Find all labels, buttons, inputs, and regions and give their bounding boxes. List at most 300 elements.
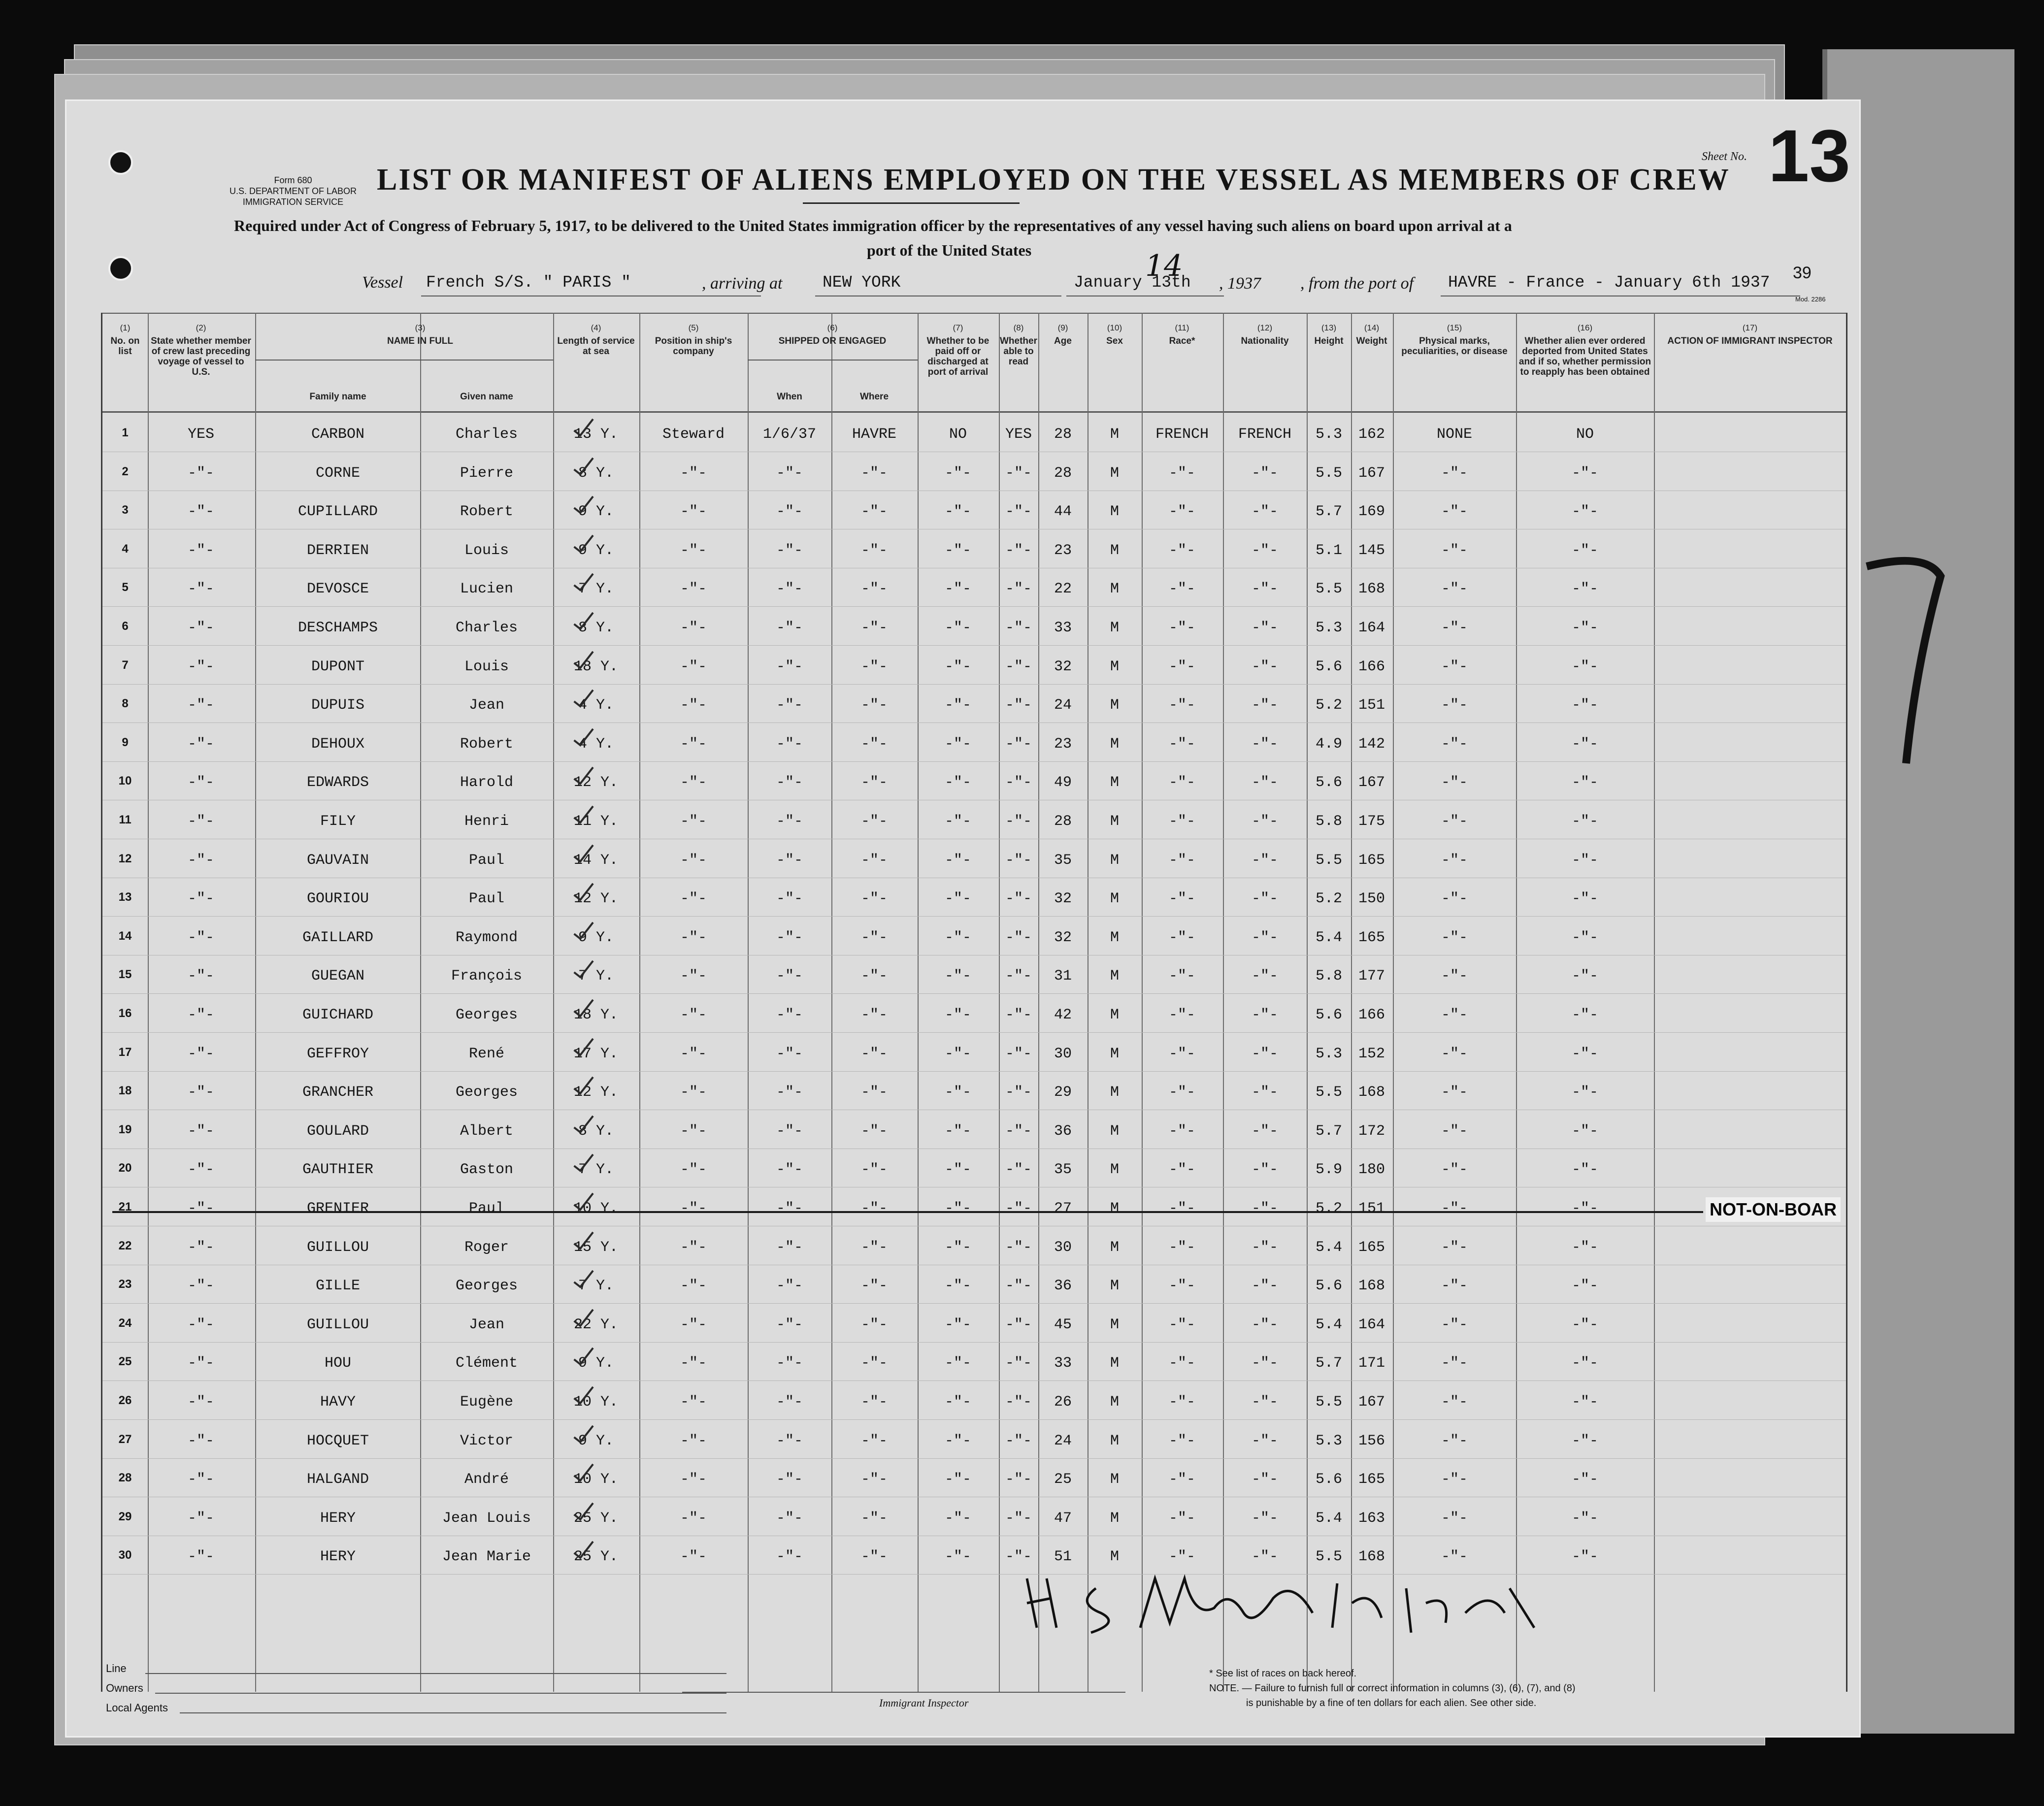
cell-read: -"-	[1005, 1394, 1032, 1411]
cell-given: Raymond	[455, 929, 518, 946]
local-agents-label: Local Agents	[106, 1702, 168, 1714]
cell-marks: -"-	[1441, 929, 1468, 946]
column-number: (15)	[1447, 323, 1462, 332]
cell-no: 22	[118, 1239, 132, 1252]
cell-weight: 171	[1358, 1355, 1385, 1372]
cell-prev: -"-	[187, 1161, 214, 1179]
column-number: (9)	[1057, 323, 1068, 332]
cell-given: André	[464, 1471, 509, 1488]
cell-prev: -"-	[187, 503, 214, 521]
cell-given: Jean Marie	[442, 1548, 531, 1566]
column-label: Physical marks, peculiarities, or disease	[1401, 336, 1508, 357]
cell-given: Paul	[468, 852, 504, 869]
cell-marks: -"-	[1441, 968, 1468, 985]
cell-position: -"-	[680, 658, 707, 675]
cell-race: -"-	[1168, 813, 1195, 830]
cell-weight: 151	[1358, 1200, 1385, 1217]
column-label: Age	[1054, 336, 1072, 346]
cell-height: 5.2	[1315, 1200, 1342, 1217]
cell-no: 26	[118, 1394, 132, 1407]
cell-race: -"-	[1168, 581, 1195, 598]
cell-read: -"-	[1005, 542, 1032, 559]
cell-age: 28	[1054, 426, 1072, 443]
cell-age: 36	[1054, 1278, 1072, 1295]
cell-marks: -"-	[1441, 1122, 1468, 1140]
cell-sex: M	[1110, 426, 1119, 443]
cell-family: CUPILLARD	[297, 503, 378, 521]
cell-deported: -"-	[1571, 1007, 1598, 1023]
cell-marks: -"-	[1441, 813, 1468, 830]
cell-race: FRENCH	[1155, 426, 1209, 443]
cell-age: 22	[1054, 581, 1072, 598]
cell-family: GUICHARD	[302, 1007, 374, 1023]
column-header	[1089, 323, 1140, 346]
cell-service: 7 Y.	[578, 581, 614, 598]
cell-nationality: -"-	[1251, 1045, 1278, 1062]
cell-weight: 169	[1358, 503, 1385, 521]
cell-sex: M	[1110, 1548, 1119, 1566]
row-rule	[102, 1071, 1846, 1072]
cell-sex: M	[1110, 1084, 1119, 1101]
cell-family: GUILLOU	[306, 1239, 369, 1256]
cell-age: 32	[1054, 890, 1072, 908]
cell-read: -"-	[1005, 1239, 1032, 1256]
cell-weight: 162	[1358, 426, 1385, 443]
cell-race: -"-	[1168, 1045, 1195, 1062]
cell-sex: M	[1110, 1122, 1119, 1140]
cell-given: Roger	[464, 1239, 509, 1256]
column-number: (10)	[1107, 323, 1122, 332]
cell-paid-off: -"-	[944, 852, 971, 869]
cell-prev: -"-	[187, 890, 214, 908]
arrival-port: NEW YORK	[823, 273, 901, 292]
cell-nationality: -"-	[1251, 464, 1278, 482]
row-rule	[102, 1342, 1846, 1343]
cell-sex: M	[1110, 852, 1119, 869]
cell-sex: M	[1110, 1045, 1119, 1062]
cell-nationality: -"-	[1251, 1548, 1278, 1566]
cell-given: Paul	[468, 1200, 504, 1217]
cell-height: 5.3	[1315, 426, 1342, 443]
cell-sex: M	[1110, 813, 1119, 830]
cell-race: -"-	[1168, 1548, 1195, 1566]
cell-given: Louis	[464, 658, 509, 675]
inspector-rule	[682, 1692, 1125, 1693]
cell-when: -"-	[776, 1007, 803, 1023]
cell-weight: 166	[1358, 1007, 1385, 1023]
cell-read: -"-	[1005, 1007, 1032, 1023]
cell-age: 23	[1054, 735, 1072, 753]
line-rule	[145, 1673, 726, 1674]
cell-weight: 175	[1358, 813, 1385, 830]
cell-when: 1/6/37	[762, 426, 817, 443]
cell-deported: NO	[1576, 426, 1594, 443]
cell-prev: -"-	[187, 1122, 214, 1140]
cell-weight: 172	[1358, 1122, 1385, 1140]
cell-when: -"-	[776, 658, 803, 675]
cell-given: Jean Louis	[442, 1510, 531, 1527]
row-rule	[102, 1303, 1846, 1304]
cell-nationality: -"-	[1251, 929, 1278, 946]
cell-marks: -"-	[1441, 1471, 1468, 1488]
column-header	[1307, 323, 1351, 346]
cell-age: 36	[1054, 1122, 1072, 1140]
cell-height: 5.5	[1315, 581, 1342, 598]
cell-nationality: -"-	[1251, 697, 1278, 714]
cell-no: 15	[118, 968, 132, 982]
cell-position: -"-	[680, 1007, 707, 1023]
cell-weight: 151	[1358, 697, 1385, 714]
cell-where: -"-	[860, 1394, 888, 1411]
cell-service: 18 Y.	[573, 1007, 618, 1023]
cell-no: 23	[118, 1278, 132, 1291]
cell-deported: -"-	[1571, 1161, 1598, 1179]
cell-weight: 164	[1358, 1316, 1385, 1333]
cell-deported: -"-	[1571, 735, 1598, 753]
cell-service: 12 Y.	[573, 890, 618, 908]
not-on-board-stamp: NOT-ON-BOAR	[1706, 1197, 1841, 1222]
cell-family: GEFFROY	[306, 1045, 369, 1062]
cell-race: -"-	[1168, 774, 1195, 791]
cell-deported: -"-	[1571, 464, 1598, 482]
cell-when: -"-	[776, 1161, 803, 1179]
cell-when: -"-	[776, 581, 803, 598]
cell-no: 21	[118, 1200, 132, 1214]
cell-given: René	[468, 1045, 504, 1062]
cell-service: 17 Y.	[573, 1045, 618, 1062]
cell-deported: -"-	[1571, 1471, 1598, 1488]
cell-read: -"-	[1005, 581, 1032, 598]
cell-service: 4 Y.	[578, 697, 614, 714]
cell-race: -"-	[1168, 1007, 1195, 1023]
cell-family: GRANCHER	[302, 1084, 374, 1101]
cell-marks: -"-	[1441, 735, 1468, 753]
cell-paid-off: -"-	[944, 1239, 971, 1256]
cell-age: 30	[1054, 1239, 1072, 1256]
cell-read: -"-	[1005, 464, 1032, 482]
cell-family: GRENIER	[306, 1200, 369, 1217]
cell-position: -"-	[680, 1084, 707, 1101]
cell-age: 25	[1054, 1471, 1072, 1488]
cell-given: Louis	[464, 542, 509, 559]
column-label: NAME IN FULL	[387, 336, 454, 346]
cell-position: -"-	[680, 581, 707, 598]
cell-no: 17	[118, 1045, 132, 1059]
cell-sex: M	[1110, 1510, 1119, 1527]
cell-service: 10 Y.	[573, 1200, 618, 1217]
cell-prev: -"-	[187, 697, 214, 714]
cell-deported: -"-	[1571, 697, 1598, 714]
cell-when: -"-	[776, 813, 803, 830]
cell-age: 47	[1054, 1510, 1072, 1527]
cell-where: -"-	[860, 1200, 888, 1217]
cell-position: -"-	[680, 1510, 707, 1527]
cell-given: François	[451, 968, 523, 985]
cell-weight: 168	[1358, 581, 1385, 598]
cell-age: 33	[1054, 1355, 1072, 1372]
cell-nationality: -"-	[1251, 620, 1278, 636]
cell-family: DEVOSCE	[306, 581, 369, 598]
cell-marks: -"-	[1441, 1394, 1468, 1411]
cell-nationality: -"-	[1251, 1355, 1278, 1372]
cell-age: 28	[1054, 813, 1072, 830]
cell-race: -"-	[1168, 929, 1195, 946]
cell-nationality: -"-	[1251, 813, 1278, 830]
title-underline	[803, 202, 1020, 204]
cell-when: -"-	[776, 1084, 803, 1101]
cell-deported: -"-	[1571, 852, 1598, 869]
cell-height: 5.6	[1315, 774, 1342, 791]
cell-height: 5.7	[1315, 503, 1342, 521]
cell-when: -"-	[776, 929, 803, 946]
column-header	[1394, 323, 1515, 357]
cell-deported: -"-	[1571, 1122, 1598, 1140]
cell-given: Henri	[464, 813, 509, 830]
cell-prev: -"-	[187, 1007, 214, 1023]
cell-age: 24	[1054, 697, 1072, 714]
cell-position: -"-	[680, 968, 707, 985]
cell-sex: M	[1110, 1007, 1119, 1023]
cell-height: 5.7	[1315, 1122, 1342, 1140]
column-number: (12)	[1257, 323, 1273, 332]
cell-paid-off: -"-	[944, 1122, 971, 1140]
cell-race: -"-	[1168, 1200, 1195, 1217]
cell-position: -"-	[680, 774, 707, 791]
column-label: Whether able to read	[1000, 336, 1037, 367]
cell-prev: -"-	[187, 1045, 214, 1062]
owners-label: Owners	[106, 1682, 143, 1694]
cell-position: -"-	[680, 697, 707, 714]
cell-paid-off: -"-	[944, 890, 971, 908]
cell-family: GAILLARD	[302, 929, 374, 946]
cell-paid-off: -"-	[944, 735, 971, 753]
column-header	[1518, 323, 1651, 377]
cell-race: -"-	[1168, 697, 1195, 714]
cell-weight: 168	[1358, 1278, 1385, 1295]
cell-paid-off: -"-	[944, 1355, 971, 1372]
cell-family: GAUTHIER	[302, 1161, 374, 1179]
page-title: LIST OR MANIFEST OF ALIENS EMPLOYED ON THE VESSEL AS MEMBERS OF CREW	[377, 163, 1730, 197]
cell-where: -"-	[860, 1239, 888, 1256]
cell-when: -"-	[776, 890, 803, 908]
cell-service: 18 Y.	[573, 658, 618, 675]
cell-height: 5.9	[1315, 1161, 1342, 1179]
column-header	[1039, 323, 1087, 346]
cell-weight: 152	[1358, 1045, 1385, 1062]
cell-position: -"-	[680, 1548, 707, 1566]
cell-read: -"-	[1005, 620, 1032, 636]
cell-where: -"-	[860, 697, 888, 714]
cell-height: 5.5	[1315, 852, 1342, 869]
cell-position: -"-	[680, 1278, 707, 1295]
cell-read: -"-	[1005, 1548, 1032, 1566]
cell-age: 30	[1054, 1045, 1072, 1062]
cell-paid-off: -"-	[944, 1007, 971, 1023]
table-top-rule	[102, 313, 1846, 314]
cell-race: -"-	[1168, 1432, 1195, 1449]
cell-age: 35	[1054, 852, 1072, 869]
cell-deported: -"-	[1571, 1355, 1598, 1372]
row-rule	[102, 1419, 1846, 1420]
cell-where: -"-	[860, 1316, 888, 1333]
cell-deported: -"-	[1571, 503, 1598, 521]
cell-given: Jean	[468, 697, 504, 714]
sheet-label: Sheet No.	[1702, 150, 1747, 163]
cell-sex: M	[1110, 1200, 1119, 1217]
cell-age: 32	[1054, 929, 1072, 946]
cell-when: -"-	[776, 542, 803, 559]
cell-family: DERRIEN	[306, 542, 369, 559]
cell-height: 5.5	[1315, 464, 1342, 482]
cell-position: -"-	[680, 542, 707, 559]
cell-service: 10 Y.	[573, 1394, 618, 1411]
cell-marks: -"-	[1441, 1239, 1468, 1256]
cell-age: 27	[1054, 1200, 1072, 1217]
cell-weight: 145	[1358, 542, 1385, 559]
cell-deported: -"-	[1571, 1548, 1598, 1566]
cell-deported: -"-	[1571, 1045, 1598, 1062]
cell-family: DESCHAMPS	[297, 620, 378, 636]
cell-paid-off: -"-	[944, 1548, 971, 1566]
cell-when: -"-	[776, 697, 803, 714]
cell-given: Eugène	[460, 1394, 514, 1411]
column-header	[1000, 323, 1037, 367]
penalty-note-line-2: is punishable by a fine of ten dollars for each alien. See other side.	[1246, 1698, 1537, 1708]
cell-family: HAVY	[320, 1394, 356, 1411]
cell-service: 15 Y.	[573, 1239, 618, 1256]
column-label: ACTION OF IMMIGRANT INSPECTOR	[1667, 336, 1833, 346]
cell-sex: M	[1110, 1278, 1119, 1295]
cell-family: GOURIOU	[306, 890, 369, 908]
cell-service: 11 Y.	[573, 813, 618, 830]
cell-weight: 167	[1358, 464, 1385, 482]
cell-no: 8	[122, 697, 129, 711]
cell-where: -"-	[860, 1432, 888, 1449]
cell-height: 5.3	[1315, 1432, 1342, 1449]
cell-position: -"-	[680, 620, 707, 636]
cell-weight: 168	[1358, 1548, 1385, 1566]
cell-read: -"-	[1005, 890, 1032, 908]
column-subheader: When	[777, 392, 802, 402]
cell-paid-off: -"-	[944, 1471, 971, 1488]
cell-sex: M	[1110, 1355, 1119, 1372]
cell-age: 32	[1054, 658, 1072, 675]
cell-deported: -"-	[1571, 968, 1598, 985]
row-rule	[102, 1032, 1846, 1033]
cell-where: -"-	[860, 1045, 888, 1062]
cell-family: CORNE	[315, 464, 360, 482]
cell-prev: -"-	[187, 1200, 214, 1217]
cell-given: Pierre	[460, 464, 514, 482]
cell-sex: M	[1110, 1471, 1119, 1488]
cell-service: 12 Y.	[573, 1084, 618, 1101]
cell-when: -"-	[776, 1278, 803, 1295]
cell-when: -"-	[776, 968, 803, 985]
cell-prev: -"-	[187, 464, 214, 482]
cell-paid-off: -"-	[944, 968, 971, 985]
cell-height: 5.6	[1315, 658, 1342, 675]
cell-given: Albert	[460, 1122, 514, 1140]
manifest-form	[66, 101, 1859, 1736]
cell-paid-off: -"-	[944, 774, 971, 791]
signature-scrawl	[1017, 1559, 1559, 1638]
local-agents-rule	[180, 1712, 726, 1713]
cell-given: Harold	[460, 774, 514, 791]
cell-where: -"-	[860, 1355, 888, 1372]
column-number: (2)	[196, 323, 206, 332]
cell-height: 5.6	[1315, 1278, 1342, 1295]
cell-where: -"-	[860, 658, 888, 675]
column-number: (8)	[1013, 323, 1024, 332]
handwritten-date-correction: 14	[1145, 249, 1183, 283]
column-number: (13)	[1321, 323, 1337, 332]
cell-paid-off: -"-	[944, 464, 971, 482]
cell-family: HALGAND	[306, 1471, 369, 1488]
cell-prev: -"-	[187, 813, 214, 830]
column-number: (1)	[120, 323, 131, 332]
cell-read: -"-	[1005, 929, 1032, 946]
cell-where: -"-	[860, 1471, 888, 1488]
cell-nationality: -"-	[1251, 1122, 1278, 1140]
cell-height: 5.3	[1315, 620, 1342, 636]
cell-weight: 163	[1358, 1510, 1385, 1527]
cell-race: -"-	[1168, 620, 1195, 636]
arriving-label: , arriving at	[702, 274, 783, 293]
departure-port: HAVRE - France - January 6th 1937	[1448, 273, 1770, 292]
cell-no: 3	[122, 503, 129, 517]
form-header	[219, 175, 367, 207]
cell-paid-off: -"-	[944, 503, 971, 521]
cell-when: -"-	[776, 1122, 803, 1140]
cell-given: Georges	[455, 1084, 518, 1101]
cell-race: -"-	[1168, 1084, 1195, 1101]
cell-marks: -"-	[1441, 1200, 1468, 1217]
mod-mark: Mod. 2286	[1795, 296, 1826, 303]
page-mark: 39	[1793, 263, 1812, 282]
cell-when: -"-	[776, 852, 803, 869]
cell-marks: -"-	[1441, 1045, 1468, 1062]
cell-where: -"-	[860, 1007, 888, 1023]
cell-when: -"-	[776, 1510, 803, 1527]
cell-nationality: -"-	[1251, 1394, 1278, 1411]
cell-service: 9 Y.	[578, 542, 614, 559]
cell-sex: M	[1110, 542, 1119, 559]
cell-nationality: -"-	[1251, 658, 1278, 675]
cell-height: 5.8	[1315, 813, 1342, 830]
cell-when: -"-	[776, 1548, 803, 1566]
cell-paid-off: -"-	[944, 658, 971, 675]
cell-service: 25 Y.	[573, 1548, 618, 1566]
cell-weight: 142	[1358, 735, 1385, 753]
cell-given: Charles	[455, 426, 518, 443]
cell-marks: -"-	[1441, 542, 1468, 559]
cell-family: DUPUIS	[311, 697, 365, 714]
cell-position: -"-	[680, 1200, 707, 1217]
cell-no: 18	[118, 1084, 132, 1098]
cell-where: -"-	[860, 929, 888, 946]
cell-deported: -"-	[1571, 774, 1598, 791]
cell-prev: -"-	[187, 968, 214, 985]
cell-paid-off: -"-	[944, 697, 971, 714]
department-name: U.S. DEPARTMENT OF LABOR	[229, 186, 357, 196]
cell-sex: M	[1110, 774, 1119, 791]
cell-read: -"-	[1005, 1278, 1032, 1295]
cell-race: -"-	[1168, 1510, 1195, 1527]
cell-family: HERY	[320, 1548, 356, 1566]
column-number: (16)	[1577, 323, 1593, 332]
cell-read: -"-	[1005, 697, 1032, 714]
punch-hole	[108, 256, 133, 281]
